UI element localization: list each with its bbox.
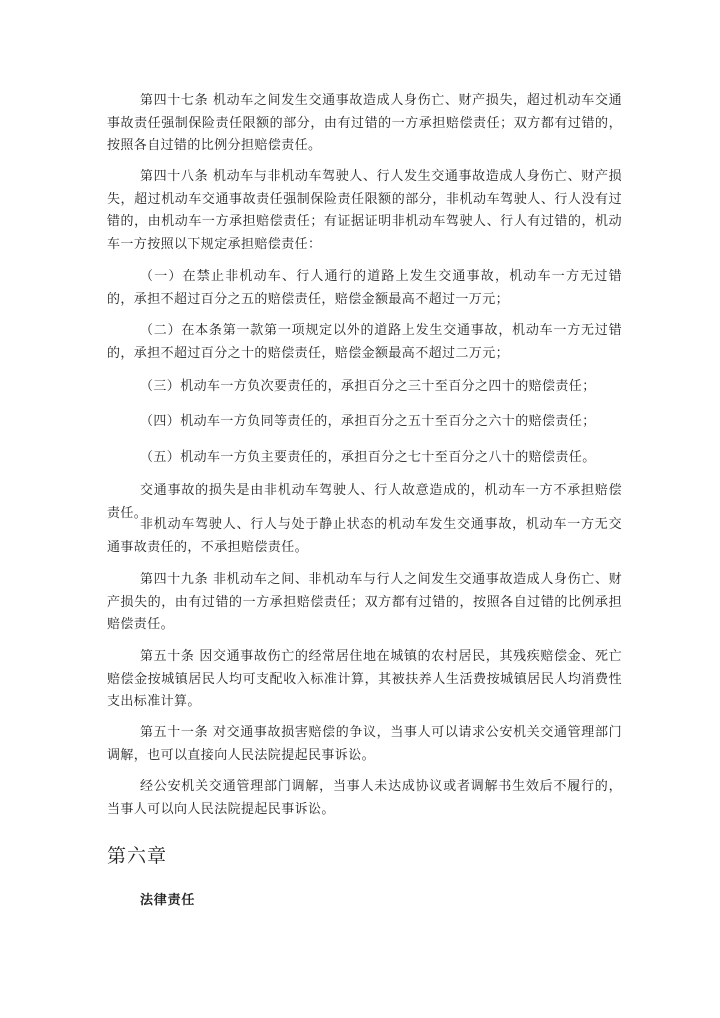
article-48-item-5: （五）机动车一方负主要责任的，承担百分之七十至百分之八十的赔偿责任。 — [140, 450, 596, 465]
section-title: 法律责任 — [140, 893, 196, 908]
article-48-stationary-clause: 非机动车驾驶人、行人与处于静止状态的机动车发生交通事故，机动车一方无交通事故责任的，不承担赔偿责任。 — [107, 517, 622, 555]
article-47: 第四十七条 机动车之间发生交通事故造成人身伤亡、财产损失，超过机动车交通事故责任强制保险责任限额的部分，由有过错的一方承担赔偿责任；双方都有过错的，按照各自过错的比例分担赔偿责任。 — [107, 93, 622, 153]
article-48-item-2: （二）在本条第一款第一项规定以外的道路上发生交通事故，机动车一方无过错的，承担不超过百分之十的赔偿责任，赔偿金额最高不超过二万元； — [107, 323, 622, 361]
chapter-title: 第六章 — [107, 845, 168, 867]
article-49: 第四十九条 非机动车之间、非机动车与行人之间发生交通事故造成人身伤亡、财产损失的，由有过错的一方承担赔偿责任；双方都有过错的，按照各自过错的比例承担赔偿责任。 — [107, 572, 622, 632]
article-51-mediation-clause: 经公安机关交通管理部门调解，当事人未达成协议或者调解书生效后不履行的，当事人可以向人民法院提起民事诉讼。 — [107, 779, 622, 817]
article-48-intentional-clause: 交通事故的损失是由非机动车驾驶人、行人故意造成的，机动车一方不承担赔偿责任。 — [107, 483, 622, 521]
article-48-item-3: （三）机动车一方负次要责任的，承担百分之三十至百分之四十的赔偿责任； — [140, 379, 596, 394]
article-48-item-1: （一）在禁止非机动车、行人通行的道路上发生交通事故，机动车一方无过错的，承担不超过百分之五的赔偿责任，赔偿金额最高不超过一万元； — [107, 269, 622, 307]
article-51: 第五十一条 对交通事故损害赔偿的争议，当事人可以请求公安机关交通管理部门调解，也可以直接向人民法院提起民事诉讼。 — [107, 725, 622, 763]
article-50: 第五十条 因交通事故伤亡的经常居住地在城镇的农村居民，其残疾赔偿金、死亡赔偿金按城镇居民人均可支配收入标准计算，其被扶养人生活费按城镇居民人均消费性支出标准计算。 — [107, 649, 622, 709]
article-48: 第四十八条 机动车与非机动车驾驶人、行人发生交通事故造成人身伤亡、财产损失，超过机动车交通事故责任强制保险责任限额的部分，非机动车驾驶人、行人没有过错的，由机动车一方承担赔偿责任；有证据证明非机动车驾驶人、行人有过错的，机动车一方按照以下规定承担赔偿责任： — [107, 169, 622, 252]
article-48-item-4: （四）机动车一方负同等责任的，承担百分之五十至百分之六十的赔偿责任； — [140, 414, 596, 429]
